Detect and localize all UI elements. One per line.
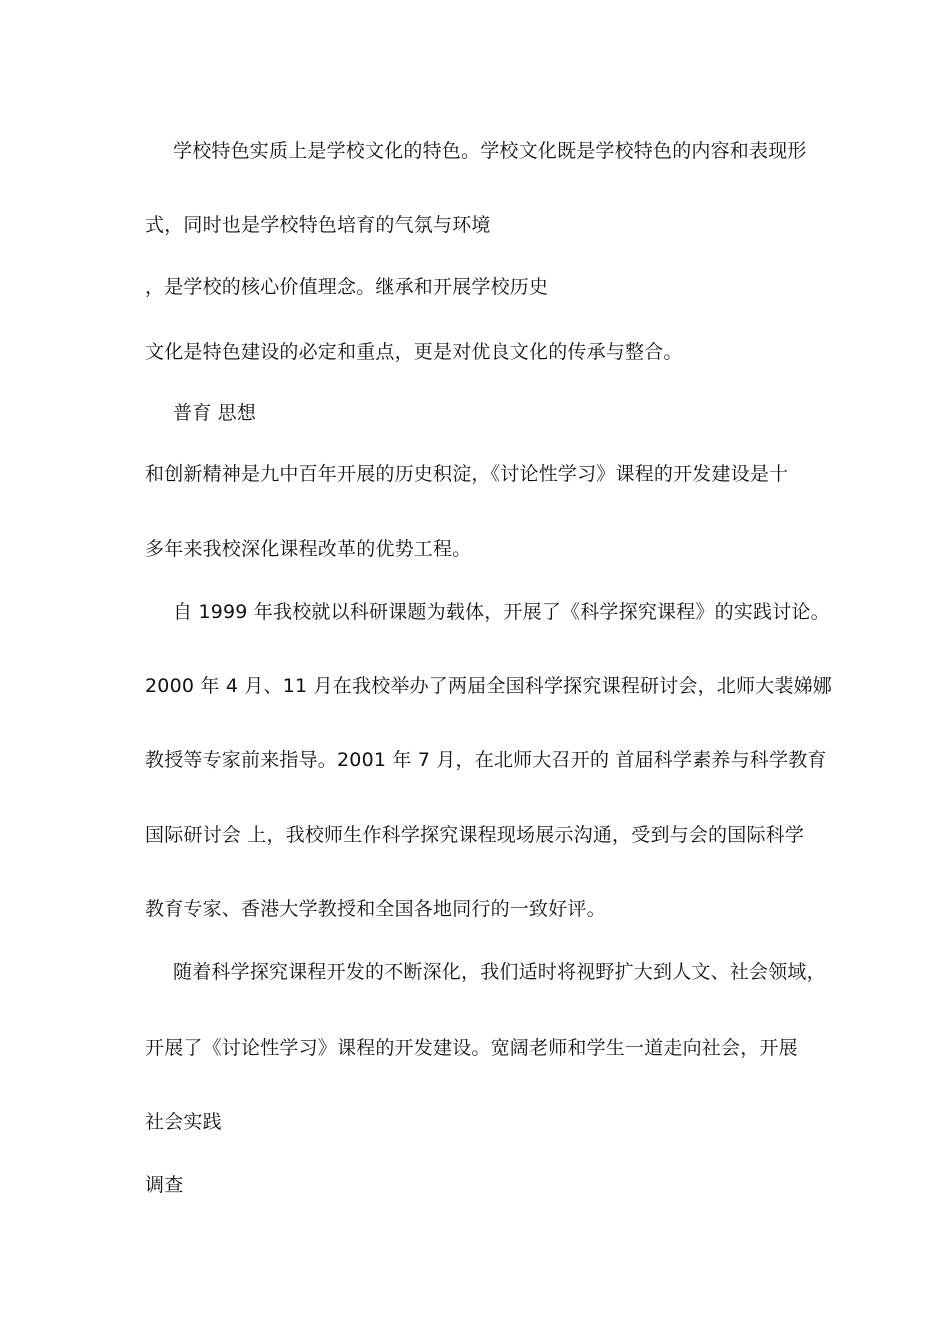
- paragraph-line: 教授等专家前来指导。2001 年 7 月，在北师大召开的 首届科学素养与科学教育: [145, 749, 827, 771]
- paragraph-line: 和创新精神是九中百年开展的历史积淀，《讨论性学习》课程的开发建设是十: [145, 463, 789, 485]
- paragraph-line: 学校特色实质上是学校文化的特色。学校文化既是学校特色的内容和表现形: [173, 140, 807, 162]
- paragraph-line: 随着科学探究课程开发的不断深化，我们适时将视野扩大到人文、社会领域，: [173, 961, 826, 983]
- paragraph-line: 国际研讨会 上，我校师生作科学探究课程现场展示沟通，受到与会的国际科学: [145, 824, 805, 846]
- paragraph-line: 2000 年 4 月、11 月在我校举办了两届全国科学探究课程研讨会，北师大裴娣娜: [145, 675, 832, 697]
- paragraph-line: 教育专家、香港大学教授和全国各地同行的一致好评。: [145, 898, 606, 920]
- paragraph-line: 多年来我校深化课程改革的优势工程。: [145, 538, 472, 560]
- paragraph-line: ，是学校的核心价值理念。继承和开展学校历史: [145, 276, 549, 298]
- paragraph-line: 式，同时也是学校特色培育的气氛与环境: [145, 214, 491, 236]
- paragraph-line: 调查: [145, 1174, 184, 1196]
- paragraph-line: 社会实践: [145, 1111, 222, 1133]
- paragraph-line: 普育 思想: [173, 402, 257, 424]
- paragraph-line: 自 1999 年我校就以科研课题为载体，开展了《科学探究课程》的实践讨论。: [173, 601, 830, 623]
- paragraph-line: 文化是特色建设的必定和重点，更是对优良文化的传承与整合。: [145, 341, 683, 363]
- paragraph-line: 开展了《讨论性学习》课程的开发建设。宽阔老师和学生一道走向社会，开展: [145, 1037, 798, 1059]
